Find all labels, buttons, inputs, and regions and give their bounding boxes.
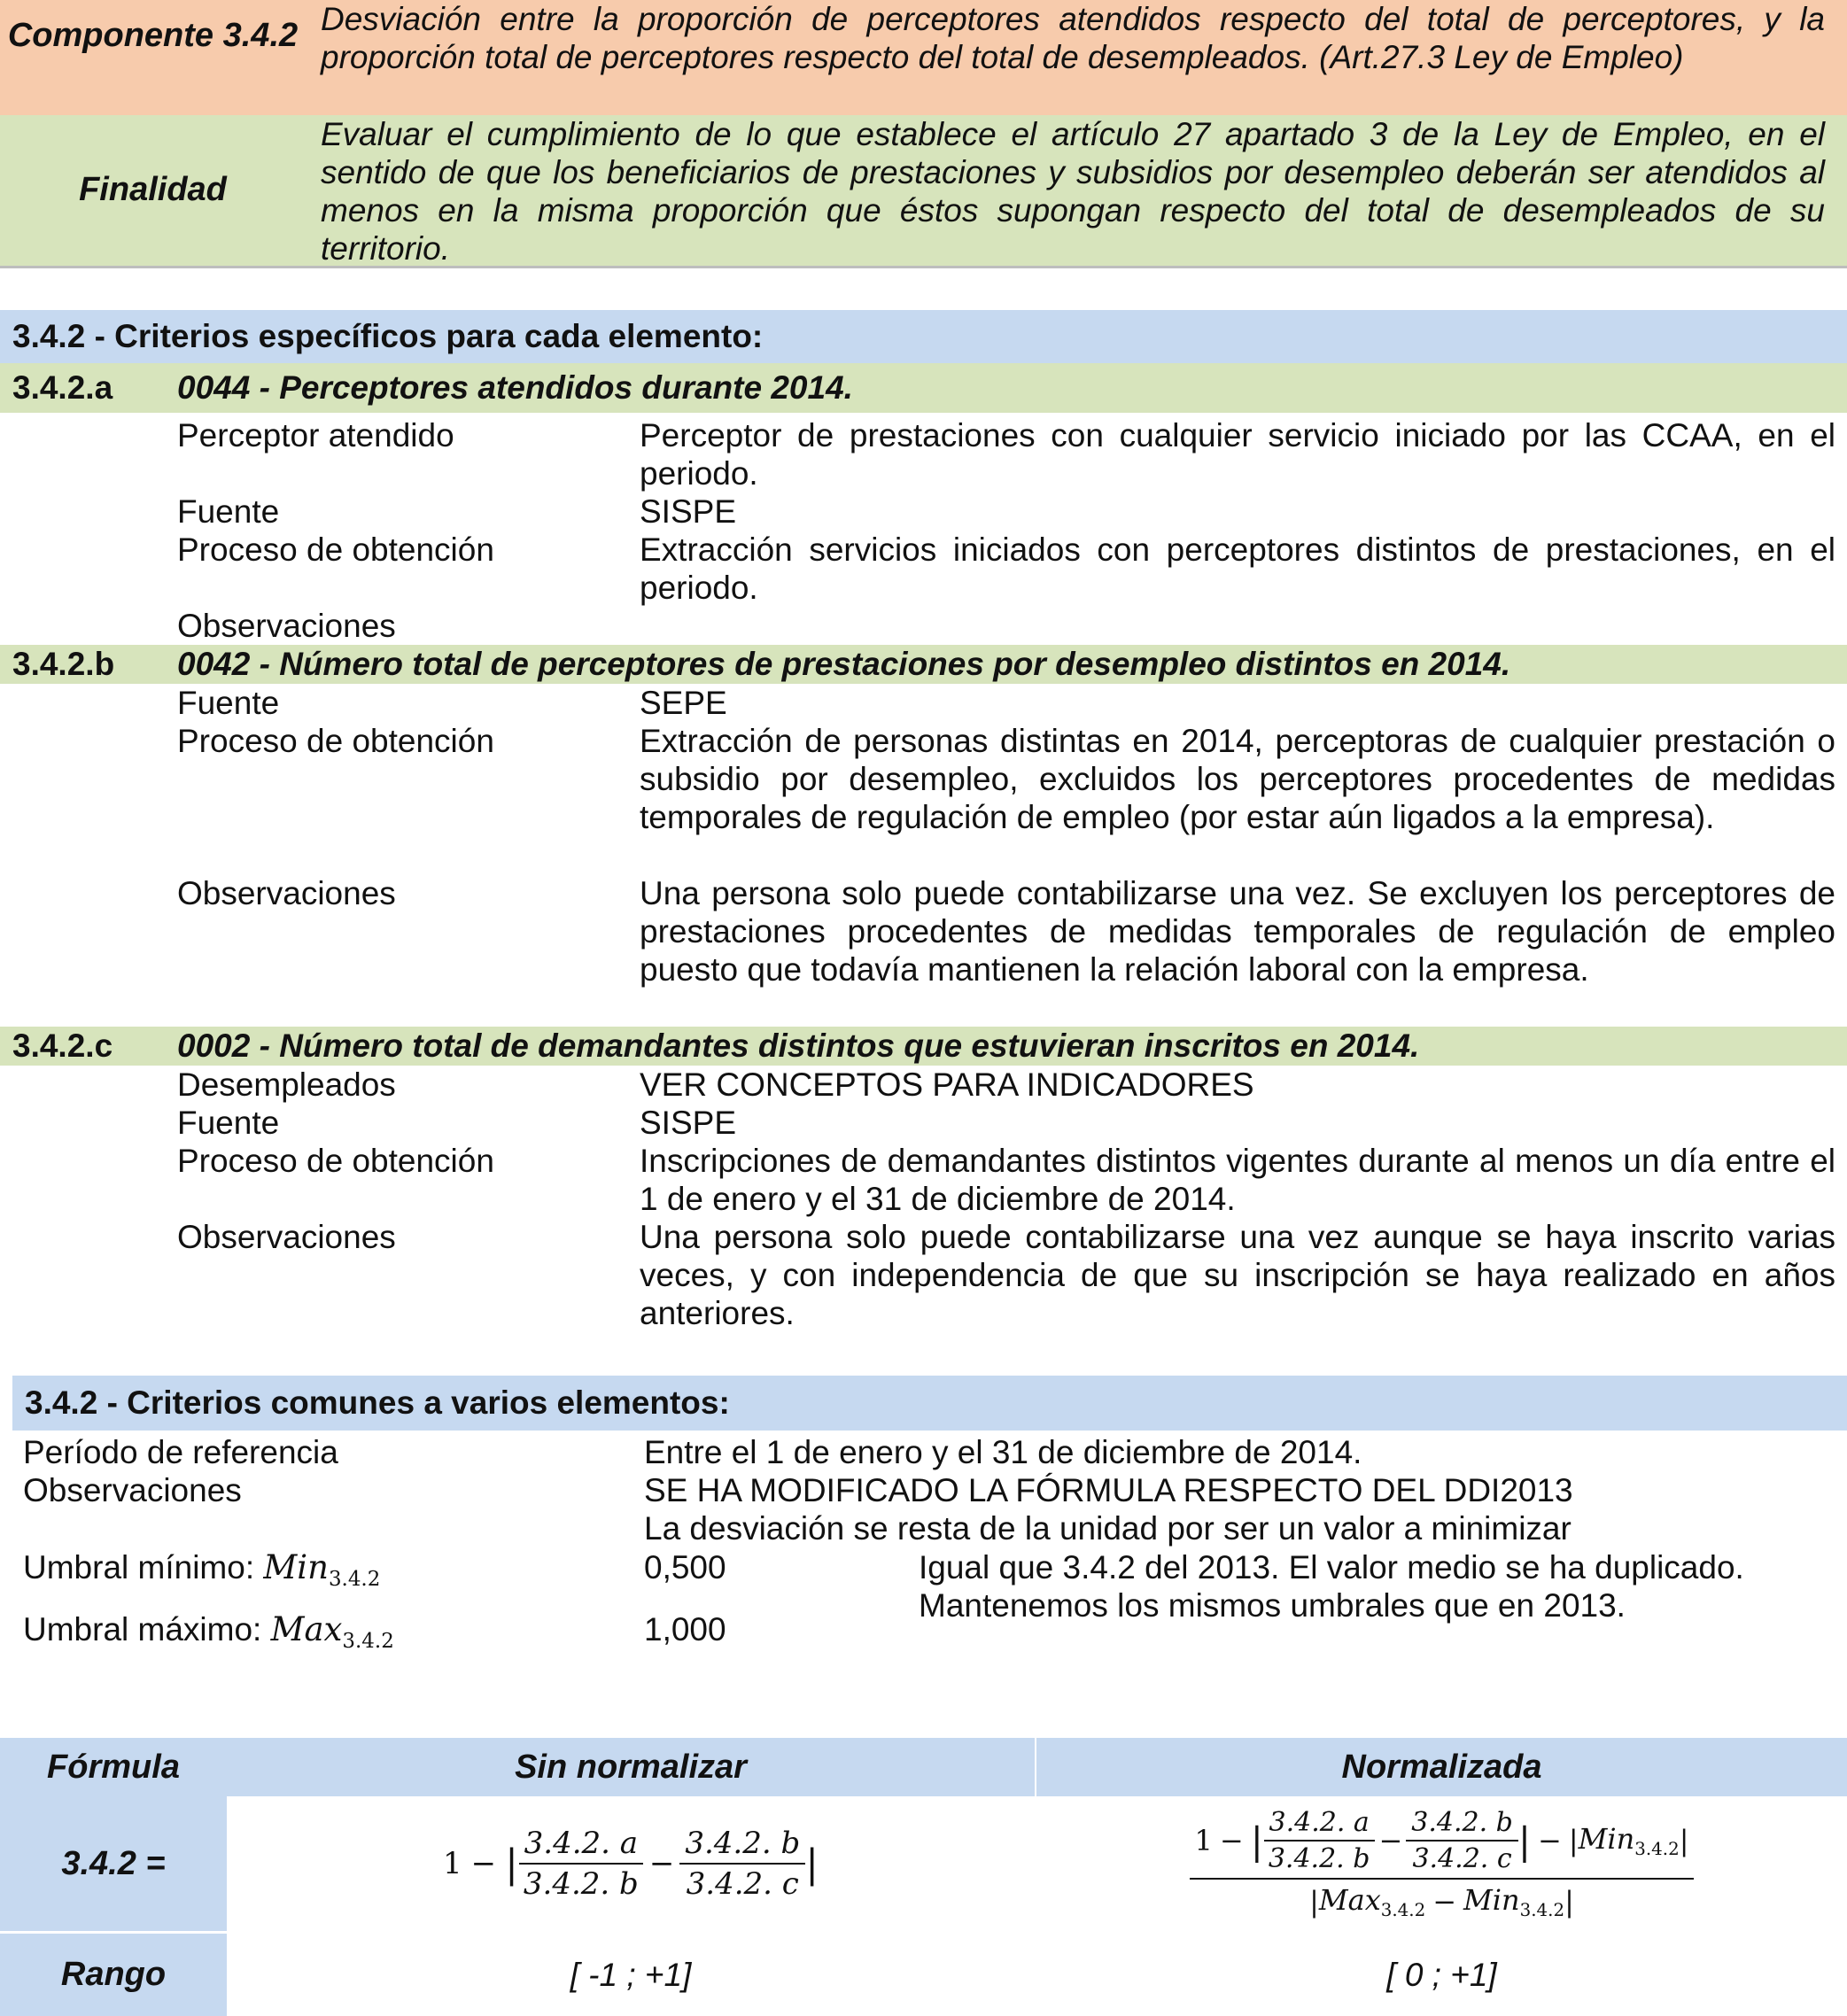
element-a-code: 3.4.2.a	[12, 369, 113, 406]
element-a-heading	[0, 363, 1847, 413]
umbral-maximo-text: Umbral máximo:	[23, 1611, 271, 1648]
finalidad-text: Evaluar el cumplimiento de lo que establece el artículo 27 apartado 3 de la Ley de Empleo, en el sentido de que los beneficiarios de prestaciones y subsidios por desempleo deberán ser atendidos al menos en la misma proporción que éstos supongan respecto del total de desempleados de su territorio.	[321, 116, 1825, 267]
finalidad-label: Finalidad	[79, 171, 227, 208]
denominator-b: 3.4.2. b	[523, 1866, 639, 1902]
formula-minus: −	[470, 1846, 497, 1881]
col-formula-header: Fórmula	[47, 1748, 180, 1786]
umbral-minimo-text: Umbral mínimo:	[23, 1549, 264, 1586]
element-b-row-label: Observaciones	[177, 875, 396, 911]
element-c-row-value: SISPE	[640, 1105, 736, 1141]
abs-bar-left: |	[505, 1841, 518, 1887]
element-b-code: 3.4.2.b	[12, 646, 115, 682]
element-b-row-label: Proceso de obtención	[177, 723, 494, 759]
element-a-title: 0044 - Perceptores atendidos durante 2014.	[177, 369, 853, 406]
denominator-c: 3.4.2. c	[686, 1866, 799, 1902]
element-b-heading	[0, 645, 1847, 684]
element-a-row-value: Extracción servicios iniciados con perceptores distintos de prestaciones, en el periodo.	[640, 531, 1835, 606]
observaciones-value-1: SE HA MODIFICADO LA FÓRMULA RESPECTO DEL DDI2013	[644, 1472, 1573, 1508]
specific-criteria-heading: 3.4.2 - Criterios específicos para cada elemento:	[0, 310, 1847, 363]
element-c-row-label: Observaciones	[177, 1219, 396, 1255]
max-variable: Max$_{3.4.2}$	[270, 1610, 394, 1654]
element-a-row-value: Perceptor de prestaciones con cualquier servicio iniciado por las CCAA, en el periodo.	[640, 417, 1835, 492]
element-a-row-label: Observaciones	[177, 608, 396, 644]
formula-normalizada	[1036, 1796, 1847, 1931]
col-normalizada-header: Normalizada	[1341, 1748, 1542, 1786]
umbral-minimo-value: 0,500	[644, 1549, 726, 1586]
element-b-row-label: Fuente	[177, 685, 280, 721]
element-b-row-value: SEPE	[640, 685, 727, 721]
element-b-row-value: Extracción de personas distintas en 2014, perceptoras de cualquier prestación o subsidio por desempleo, excluidos los perceptores procedentes de medidas temporales de regulación de empleo (por estar aún ligados a la empresa).	[640, 723, 1835, 835]
componente-label: Componente 3.4.2	[7, 17, 299, 54]
componente-text: Desviación entre la proporción de perceptores atendidos respecto del total de perceptores, y la proporción total de perceptores respecto del total de desempleados. (Art.27.3 Ley de Empleo)	[321, 1, 1825, 75]
rango-normalizada: [ 0 ; +1]	[1386, 1957, 1497, 1993]
element-c-row-label: Fuente	[177, 1105, 280, 1141]
element-b-title: 0042 - Número total de perceptores de prestaciones por desempleo distintos en 2014.	[177, 646, 1511, 682]
formula-row-label: 3.4.2 =	[61, 1845, 166, 1882]
periodo-label: Período de referencia	[23, 1434, 338, 1470]
numerator-b: 3.4.2. b	[679, 1826, 805, 1865]
umbral-maximo-label	[23, 1610, 394, 1661]
element-a-row-value: SISPE	[640, 493, 736, 530]
element-c-row-label: Desempleados	[177, 1066, 396, 1103]
element-c-code: 3.4.2.c	[12, 1027, 113, 1064]
umbral-maximo-value: 1,000	[644, 1611, 726, 1648]
umbrales-note: Igual que 3.4.2 del 2013. El valor medio se ha duplicado. Mantenemos los mismos umbrales que en 2013.	[919, 1549, 1744, 1624]
min-variable: Min$_{3.4.2}$	[263, 1548, 381, 1592]
element-c-row-value: Una persona solo puede contabilizarse una vez aunque se haya inscrito varias veces, y con independencia de que su inscripción se haya realizado en años anteriores.	[640, 1219, 1835, 1331]
element-c-heading	[0, 1027, 1847, 1066]
element-c-row-label: Proceso de obtención	[177, 1143, 494, 1179]
rango-sin-normalizar: [ -1 ; +1]	[570, 1957, 692, 1993]
fraction-b-over-c: $\frac{3.4.2. b}{3.4.2. c}$	[1406, 1807, 1518, 1874]
formula-sin-normalizar	[227, 1796, 1035, 1931]
formula-one: 1	[442, 1846, 462, 1881]
fraction-b-over-c	[679, 1826, 805, 1902]
element-c-row-value: VER CONCEPTOS PARA INDICADORES	[640, 1066, 1254, 1103]
fraction-a-over-b: $\frac{3.4.2. a}{3.4.2. b}$	[1263, 1807, 1376, 1874]
umbral-minimo-label	[23, 1548, 380, 1599]
element-c-row-value: Inscripciones de demandantes distintos vigentes durante al menos un día entre el 1 de enero y el 31 de diciembre de 2014.	[640, 1143, 1835, 1217]
element-a-row-label: Fuente	[177, 493, 280, 530]
col-sin-normalizar-header: Sin normalizar	[515, 1748, 747, 1786]
element-c-title: 0002 - Número total de demandantes distintos que estuvieran inscritos en 2014.	[177, 1027, 1420, 1064]
numerator-a: 3.4.2. a	[519, 1826, 643, 1865]
formula-minus: −	[648, 1846, 675, 1881]
element-a-row-label: Perceptor atendido	[177, 417, 454, 454]
periodo-value: Entre el 1 de enero y el 31 de diciembre de 2014.	[644, 1434, 1362, 1470]
common-criteria-heading: 3.4.2 - Criterios comunes a varios elementos:	[12, 1376, 1847, 1431]
element-b-row-value: Una persona solo puede contabilizarse una vez. Se excluyen los perceptores de prestaciones procedentes de medidas temporales de regulación de empleo puesto que todavía mantienen la relación laboral con la empresa.	[640, 875, 1835, 988]
element-a-row-label: Proceso de obtención	[177, 531, 494, 568]
fraction-a-over-b	[518, 1826, 644, 1902]
rango-row-label: Rango	[60, 1956, 167, 1993]
normalized-denominator: | Max$_{3.4.2}$ − Min$_{3.4.2}$ |	[1309, 1883, 1574, 1920]
abs-bar-right: |	[805, 1841, 819, 1887]
observaciones-value-2: La desviación se resta de la unidad por ser un valor a minimizar	[644, 1510, 1572, 1547]
normalized-numerator: 1 − | $\frac{3.4.2. a}{3.4.2. b}$ − $\frac{3.4.2. b}{3.4.2. c}$ | − | Min$_{3.4.2}$ |	[1190, 1807, 1695, 1880]
observaciones-label: Observaciones	[23, 1472, 242, 1508]
normalized-main-fraction	[1190, 1807, 1695, 1920]
